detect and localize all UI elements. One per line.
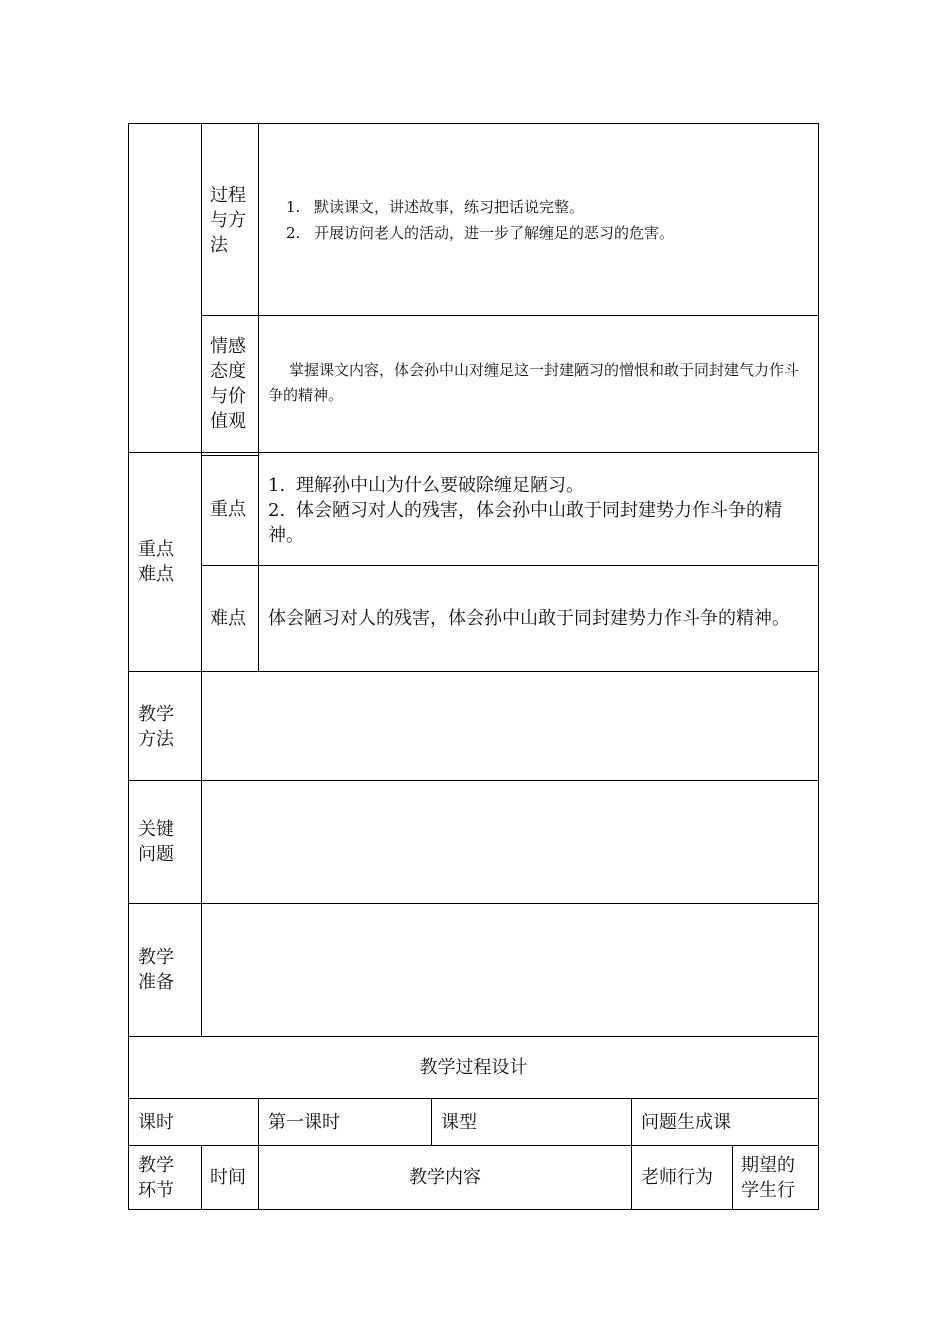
method-label-cell bbox=[128, 671, 202, 781]
process-method-content-cell bbox=[258, 123, 819, 316]
focus-item-2-text: 体会陋习对人的残害，体会孙中山敢于同封建势力作斗争的精神。 bbox=[268, 500, 782, 546]
header-time: 时间 bbox=[210, 1167, 246, 1188]
key-question-content-cell bbox=[201, 780, 819, 904]
process-item-2-num: 2. bbox=[286, 224, 301, 242]
preparation-label-cell bbox=[128, 903, 202, 1037]
preparation-label: 教学准备 bbox=[138, 947, 174, 993]
key-question-label: 关键问题 bbox=[138, 819, 174, 865]
lesson-value: 第一课时 bbox=[268, 1112, 340, 1133]
method-content-cell bbox=[201, 671, 819, 781]
emotion-content-cell bbox=[258, 315, 819, 453]
focus-item-2-num: 2. bbox=[268, 500, 286, 521]
process-design-title-cell bbox=[128, 1036, 819, 1099]
header-content-cell bbox=[258, 1145, 632, 1210]
type-label: 课型 bbox=[441, 1112, 477, 1133]
focus-item-1 bbox=[268, 473, 584, 498]
type-label-cell bbox=[431, 1098, 632, 1146]
focus-item-2 bbox=[268, 498, 813, 548]
process-design-title: 教学过程设计 bbox=[419, 1057, 528, 1078]
process-item-2 bbox=[286, 221, 674, 246]
focus-label: 重点 bbox=[210, 499, 246, 520]
emotion-label-cell bbox=[201, 315, 259, 453]
header-teacher-cell bbox=[631, 1145, 733, 1210]
difficulty-text: 体会陋习对人的残害，体会孙中山敢于同封建势力作斗争的精神。 bbox=[268, 608, 790, 629]
header-student: 期望的学生行 bbox=[741, 1155, 795, 1201]
header-content: 教学内容 bbox=[409, 1167, 481, 1188]
type-value: 问题生成课 bbox=[641, 1112, 731, 1133]
process-method-label: 过程与方法 bbox=[210, 185, 246, 256]
header-student-cell bbox=[732, 1145, 819, 1210]
header-teacher: 老师行为 bbox=[641, 1167, 713, 1188]
process-item-1 bbox=[286, 195, 584, 220]
process-item-1-num: 1. bbox=[286, 198, 301, 216]
key-question-label-cell bbox=[128, 780, 202, 904]
method-label: 教学方法 bbox=[138, 704, 174, 750]
focus-content-cell bbox=[258, 452, 819, 566]
key-points-label: 重点难点 bbox=[138, 539, 174, 585]
lesson-value-cell bbox=[258, 1098, 432, 1146]
difficulty-label: 难点 bbox=[210, 608, 246, 629]
preparation-content-cell bbox=[201, 903, 819, 1037]
objectives-left-cell bbox=[128, 123, 202, 453]
lesson-label: 课时 bbox=[138, 1112, 174, 1133]
lesson-label-cell bbox=[128, 1098, 259, 1146]
header-time-cell bbox=[201, 1145, 259, 1210]
difficulty-label-cell bbox=[201, 565, 259, 672]
header-stage: 教学环节 bbox=[138, 1155, 174, 1201]
focus-label-cell bbox=[201, 455, 259, 566]
difficulty-content-cell bbox=[258, 565, 819, 672]
process-method-label-cell bbox=[201, 123, 259, 316]
emotion-text: 掌握课文内容，体会孙中山对缠足这一封建陋习的憎恨和敢于同封建气力作斗争的精神。 bbox=[268, 361, 800, 404]
header-stage-cell bbox=[128, 1145, 202, 1210]
process-item-1-text: 默读课文，讲述故事，练习把话说完整。 bbox=[314, 198, 585, 216]
emotion-label: 情感态度与价值观 bbox=[210, 336, 246, 432]
focus-item-1-text: 理解孙中山为什么要破除缠足陋习。 bbox=[296, 475, 584, 496]
process-item-2-text: 开展访问老人的活动，进一步了解缠足的恶习的危害。 bbox=[314, 224, 675, 242]
key-points-label-cell bbox=[128, 452, 202, 672]
focus-item-1-num: 1. bbox=[268, 475, 286, 496]
type-value-cell bbox=[631, 1098, 819, 1146]
